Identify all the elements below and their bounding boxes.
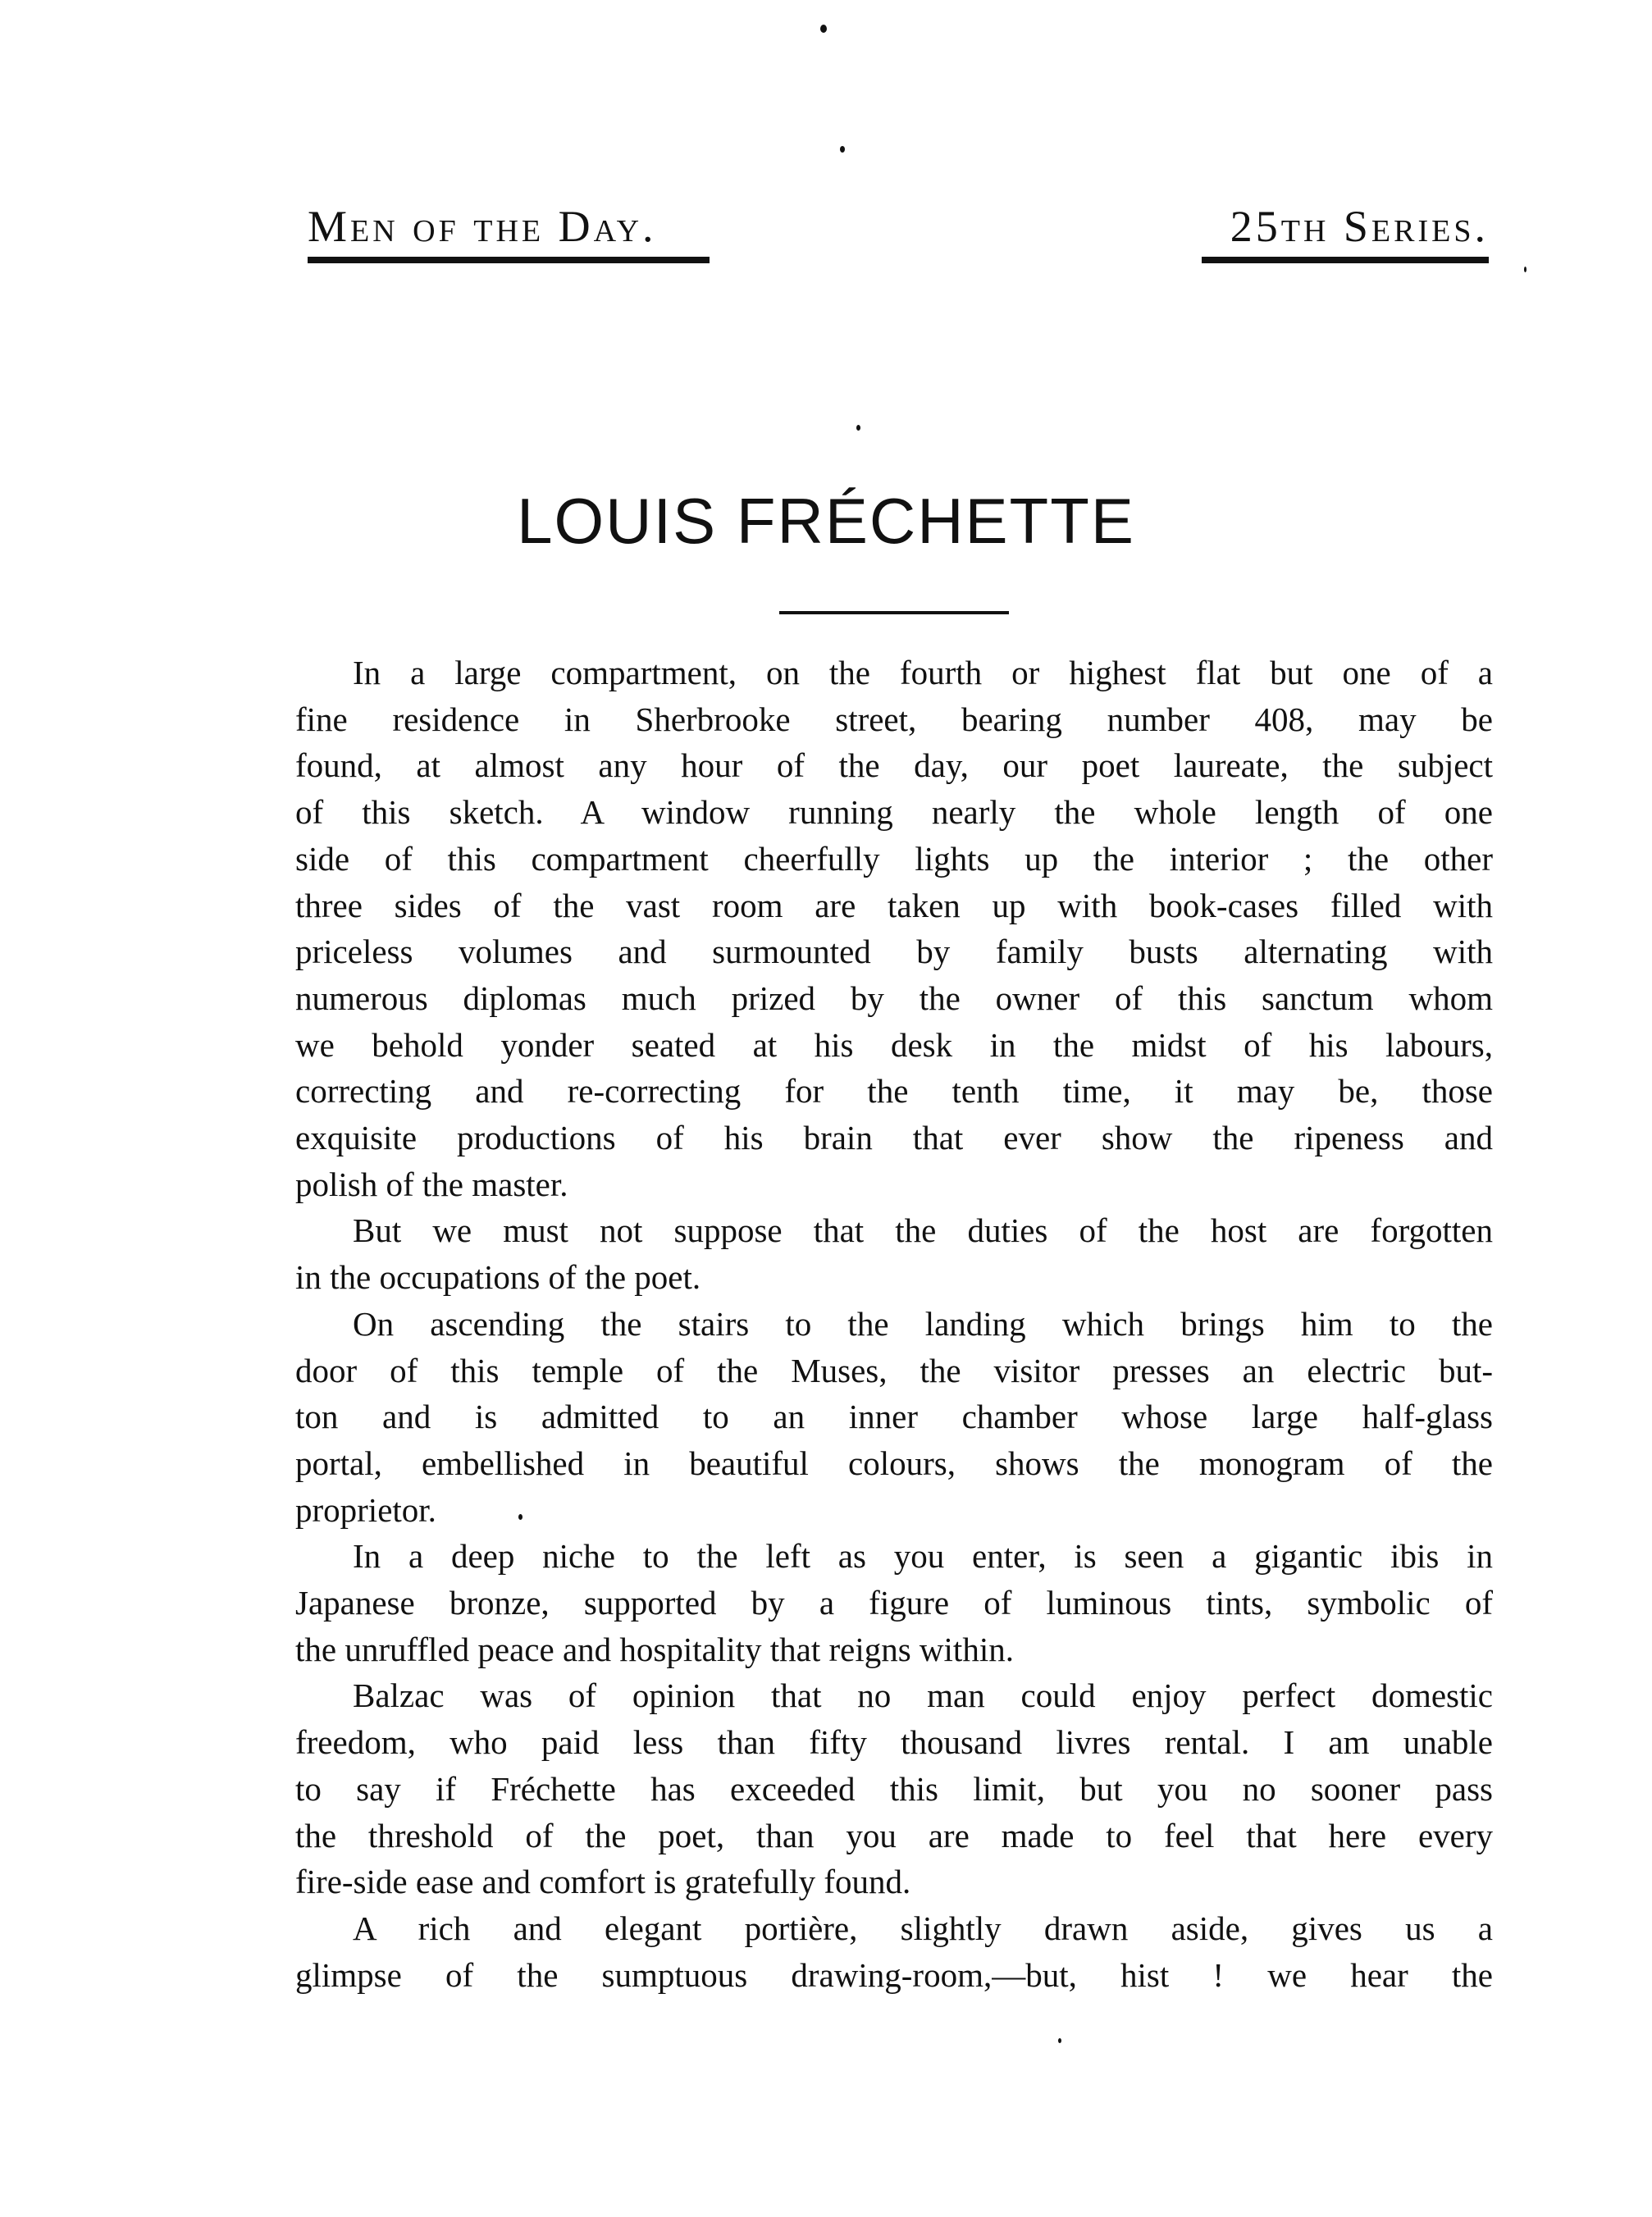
text-line: A rich and elegant portière, slightly drawn aside, gives us a [353, 1909, 1493, 1947]
scan-speck [840, 146, 845, 153]
text-line: we behold yonder seated at his desk in the midst of his labours, [295, 1025, 1493, 1064]
paragraph [295, 1533, 1493, 1672]
header-rule-right [1202, 257, 1489, 263]
text-line: in the occupations of the poet. [295, 1258, 701, 1297]
article-body [295, 650, 1493, 1998]
text-line: three sides of the vast room are taken up with book-cases filled with [295, 886, 1493, 924]
text-line: proprietor. [295, 1490, 436, 1529]
text-line: glimpse of the sumptuous drawing-room,—but, hist ! we hear the [295, 1955, 1493, 1994]
text-line: side of this compartment cheerfully lights up the interior ; the other [295, 839, 1493, 878]
header-rule-left [308, 257, 710, 263]
text-line: found, at almost any hour of the day, our poet laureate, the subject [295, 746, 1493, 785]
text-line: door of this temple of the Muses, the visitor presses an electric but- [295, 1351, 1493, 1389]
paragraph [295, 1905, 1493, 1998]
text-line: polish of the master. [295, 1165, 568, 1203]
paragraph [295, 650, 1493, 1207]
article-title: LOUIS FRÉCHETTE [517, 485, 1135, 557]
text-line: fire-side ease and comfort is gratefully found. [295, 1863, 911, 1901]
text-line: the threshold of the poet, than you are made to feel that here every [295, 1816, 1493, 1854]
text-line: of this sketch. A window running nearly the whole length of one [295, 793, 1493, 832]
text-line: Balzac was of opinion that no man could enjoy perfect domestic [353, 1676, 1493, 1715]
text-line: the unruffled peace and hospitality that reigns within. [295, 1630, 1014, 1668]
text-line: In a large compartment, on the fourth or highest flat but one of a [353, 654, 1493, 691]
text-line: But we must not suppose that the duties of the host are forgotten [353, 1211, 1493, 1250]
text-line: priceless volumes and surmounted by family busts alternating with [295, 933, 1493, 971]
text-line: numerous diplomas much prized by the owner of this sanctum whom [295, 978, 1493, 1017]
text-line: portal, embellished in beautiful colours, shows the monogram of the [295, 1444, 1493, 1482]
text-line: freedom, who paid less than fifty thousand livres rental. I am unable [295, 1723, 1493, 1762]
paragraph [295, 1672, 1493, 1905]
title-rule [779, 611, 1009, 614]
text-line: correcting and re-correcting for the tenth time, it may be, those [295, 1072, 1493, 1111]
scan-speck [1524, 267, 1527, 272]
paragraph [295, 1207, 1493, 1300]
text-line: Japanese bronze, supported by a figure of luminous tints, symbolic of [295, 1584, 1493, 1622]
scan-speck [856, 425, 860, 431]
running-header [308, 201, 1489, 267]
series-name: Men of the Day. [308, 202, 657, 251]
paragraph [295, 1301, 1493, 1534]
text-line: fine residence in Sherbrooke street, bearing number 408, may be [295, 700, 1493, 738]
scan-speck [820, 25, 827, 33]
series-number: 25th Series. [1230, 202, 1489, 251]
text-line: exquisite productions of his brain that ever show the ripeness and [295, 1119, 1493, 1157]
text-line: to say if Fréchette has exceeded this limit, but you no sooner pass [295, 1769, 1493, 1808]
text-line: On ascending the stairs to the landing which brings him to the [353, 1304, 1493, 1343]
text-line: ton and is admitted to an inner chamber whose large half-glass [295, 1398, 1493, 1436]
scan-speck [1058, 2038, 1061, 2043]
text-line: In a deep niche to the left as you enter, is seen a gigantic ibis in [353, 1537, 1493, 1576]
